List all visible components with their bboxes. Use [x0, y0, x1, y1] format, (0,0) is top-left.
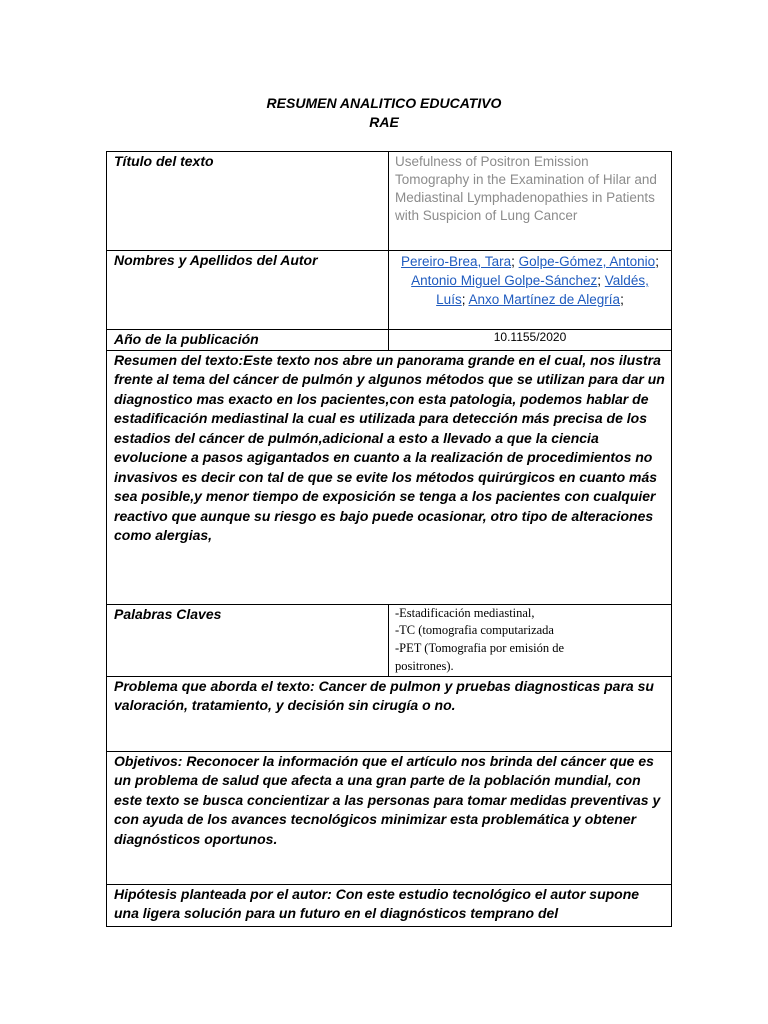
author-link[interactable]: Anxo Martínez de Alegría [468, 292, 621, 307]
resumen-text: Resumen del texto:Este texto nos abre un panorama grande en el cual, nos ilustra frente al tema del cáncer de pulmón y algunos métodos que se utilizan para dar un diagnostico mas exacto en los pacientes,con esta patologia, podemos hablar de estadificación mediastinal la cual es utilizada para detección más precisa de los estadios del cáncer de pulmón,adicional a esto a llevado a que la ciencia evolucione a pasos agigantados en cuanto a la realización de procedimientos no invasivos es decir con tal de que se evite los métodos quirúrgicos en cuanto más sea posible,y menor tiempo de exposición se tenga a los pacientes con cualquier reactivo que aunque su riesgo es bajo puede ocasionar, otro tipo de alteraciones como alergias, [107, 350, 672, 604]
value-autores: Pereiro-Brea, Tara; Golpe-Gómez, Antonio; Antonio Miguel Golpe-Sánchez; Valdés, Luís; Anxo Martínez de Alegría; [389, 251, 672, 330]
keyword-item: -TC (tomografia computarizada [395, 623, 554, 638]
row-problema [107, 676, 672, 751]
label-titulo: Título del texto [107, 152, 389, 251]
author-link[interactable]: Valdés, Luís [436, 273, 649, 307]
row-resumen [107, 350, 672, 604]
label-palabras: Palabras Claves [107, 604, 389, 676]
row-objetivos [107, 751, 672, 884]
problema-text: Problema que aborda el texto: Cancer de pulmon y pruebas diagnosticas para su valoración, tratamiento, y decisión sin cirugía o no. [107, 676, 672, 751]
hipotesis-text: Hipótesis planteada por el autor: Con este estudio tecnológico el autor supone una ligera solución para un futuro en el diagnósticos temprano del [107, 884, 672, 926]
author-link[interactable]: Pereiro-Brea, Tara [401, 254, 512, 269]
keywords-list [389, 604, 672, 676]
row-hipotesis [107, 884, 672, 926]
value-titulo: Usefulness of Positron Emission Tomography in the Examination of Hilar and Mediastinal Lymphadenopathies in Patients with Suspicion of Lung Cancer [389, 152, 672, 251]
row-titulo [107, 152, 672, 251]
row-autores [107, 251, 672, 330]
keyword-item: -Estadificación mediastinal, [395, 605, 535, 620]
row-palabras [107, 604, 672, 676]
label-anio: Año de la publicación [107, 330, 389, 351]
keyword-item: -PET (Tomografia por emisión de [395, 641, 564, 656]
document-title: RESUMEN ANALITICO EDUCATIVO [266, 95, 502, 111]
row-anio [107, 330, 672, 351]
rae-table [106, 151, 672, 927]
document-subtitle: RAE [369, 114, 399, 130]
label-autores: Nombres y Apellidos del Autor [107, 251, 389, 330]
keyword-item: positrones). [395, 658, 454, 673]
author-link[interactable]: Antonio Miguel Golpe-Sánchez [411, 273, 598, 288]
value-anio: 10.1155/2020 [389, 330, 672, 351]
author-link[interactable]: Golpe-Gómez, Antonio [518, 254, 656, 269]
objetivos-text: Objetivos: Reconocer la información que el artículo nos brinda del cáncer que es un problema de salud que afecta a una gran parte de la población mundial, con este texto se busca concientizar a las personas para tomar medidas preventivas y con ayuda de los avances tecnológicos minimizar esta problemática y obtener diagnósticos oportunos. [107, 751, 672, 884]
